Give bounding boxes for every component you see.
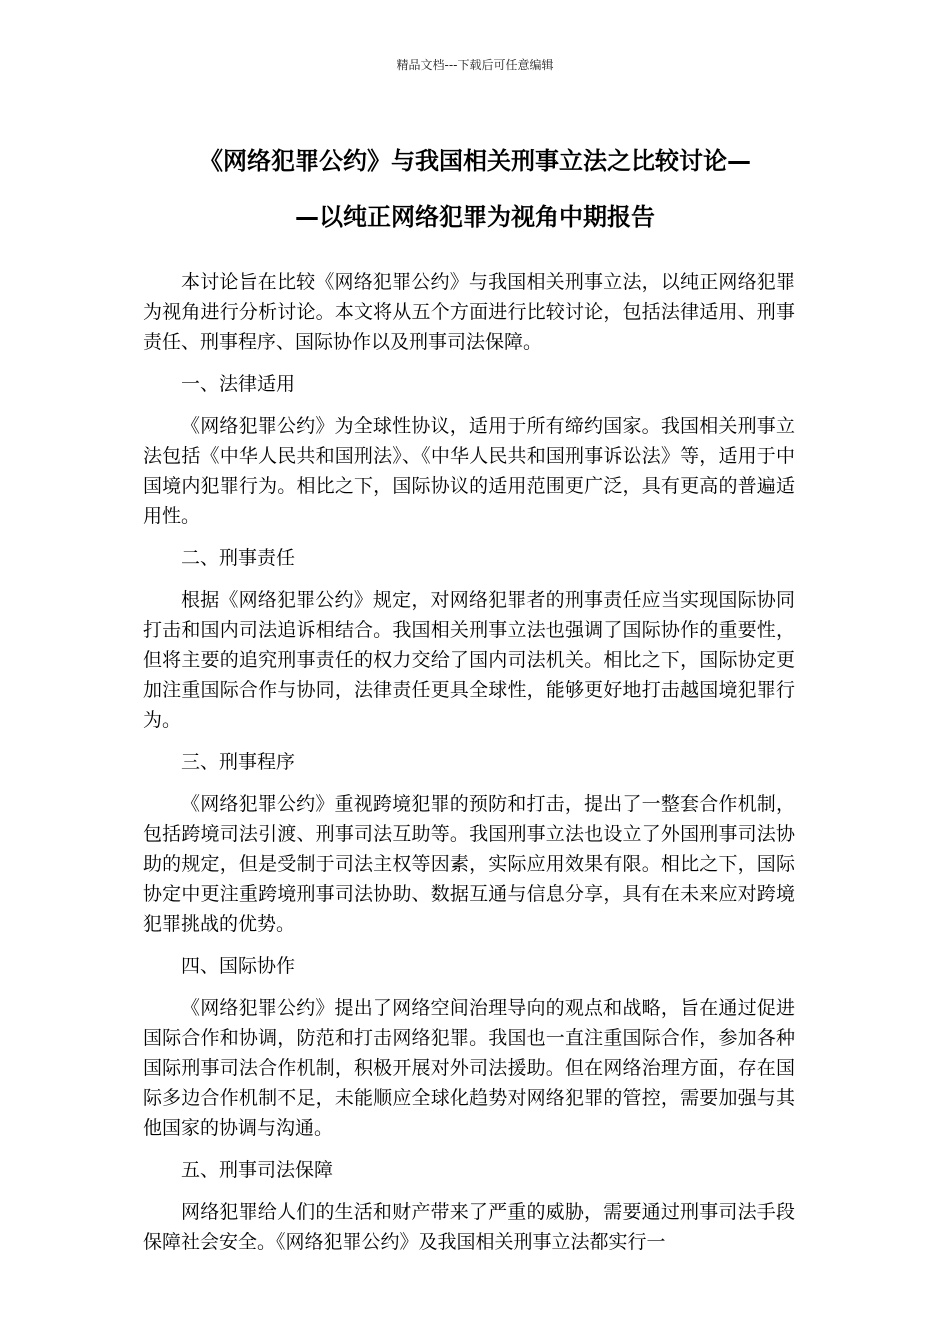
document-body — [143, 267, 795, 1269]
section-paragraph-law-application: 《网络犯罪公约》为全球性协议，适用于所有缔约国家。我国相关刑事立法包括《中华人民共和国刑法》、《中华人民共和国刑事诉讼法》等，适用于中国境内犯罪行为。相比之下，国际协议的适用范围更广泛，具有更高的普遍适用性。 — [143, 415, 795, 527]
section-paragraph-judicial-guarantee: 网络犯罪给人们的生活和财产带来了严重的威胁，需要通过刑事司法手段保障社会安全。《网络犯罪公约》及我国相关刑事立法都实行一 — [143, 1201, 795, 1253]
section-paragraph-criminal-liability: 根据《网络犯罪公约》规定，对网络犯罪者的刑事责任应当实现国际协同打击和国内司法追诉相结合。我国相关刑事立法也强调了国际协作的重要性，但将主要的追究刑事责任的权力交给了国内司法机关。相比之下，国际协定更加注重国际合作与协同，法律责任更具全球性，能够更好地打击越国境犯罪行为。 — [143, 589, 795, 731]
section-heading-judicial-guarantee: 五、刑事司法保障 — [181, 1159, 334, 1181]
section-paragraph-criminal-procedure: 《网络犯罪公约》重视跨境犯罪的预防和打击，提出了一整套合作机制，包括跨境司法引渡、刑事司法互助等。我国刑事立法也设立了外国刑事司法协助的规定，但是受制于司法主权等因素，实际应用效果有限。相比之下，国际协定中更注重跨境刑事司法协助、数据互通与信息分享，具有在未来应对跨境犯罪挑战的优势。 — [143, 793, 795, 935]
title-line-2: —以纯正网络犯罪为视角中期报告 — [295, 203, 655, 231]
section-heading-criminal-liability: 二、刑事责任 — [181, 547, 296, 569]
document-title — [140, 133, 810, 245]
intro-paragraph: 本讨论旨在比较《网络犯罪公约》与我国相关刑事立法，以纯正网络犯罪为视角进行分析讨论。本文将从五个方面进行比较讨论，包括法律适用、刑事责任、刑事程序、国际协作以及刑事司法保障。 — [143, 271, 795, 353]
section-heading-law-application: 一、法律适用 — [181, 373, 296, 395]
section-heading-criminal-procedure: 三、刑事程序 — [181, 751, 296, 773]
title-line-1: 《网络犯罪公约》与我国相关刑事立法之比较讨论— — [199, 147, 751, 175]
section-paragraph-international-cooperation: 《网络犯罪公约》提出了网络空间治理导向的观点和战略，旨在通过促进国际合作和协调，防范和打击网络犯罪。我国也一直注重国际合作，参加各种国际刑事司法合作机制，积极开展对外司法援助。但在网络治理方面，存在国际多边合作机制不足，未能顺应全球化趋势对网络犯罪的管控，需要加强与其他国家的协调与沟通。 — [143, 997, 795, 1139]
section-heading-international-cooperation: 四、国际协作 — [181, 955, 296, 977]
page-header: 精品文档---下载后可任意编辑 — [396, 58, 554, 72]
